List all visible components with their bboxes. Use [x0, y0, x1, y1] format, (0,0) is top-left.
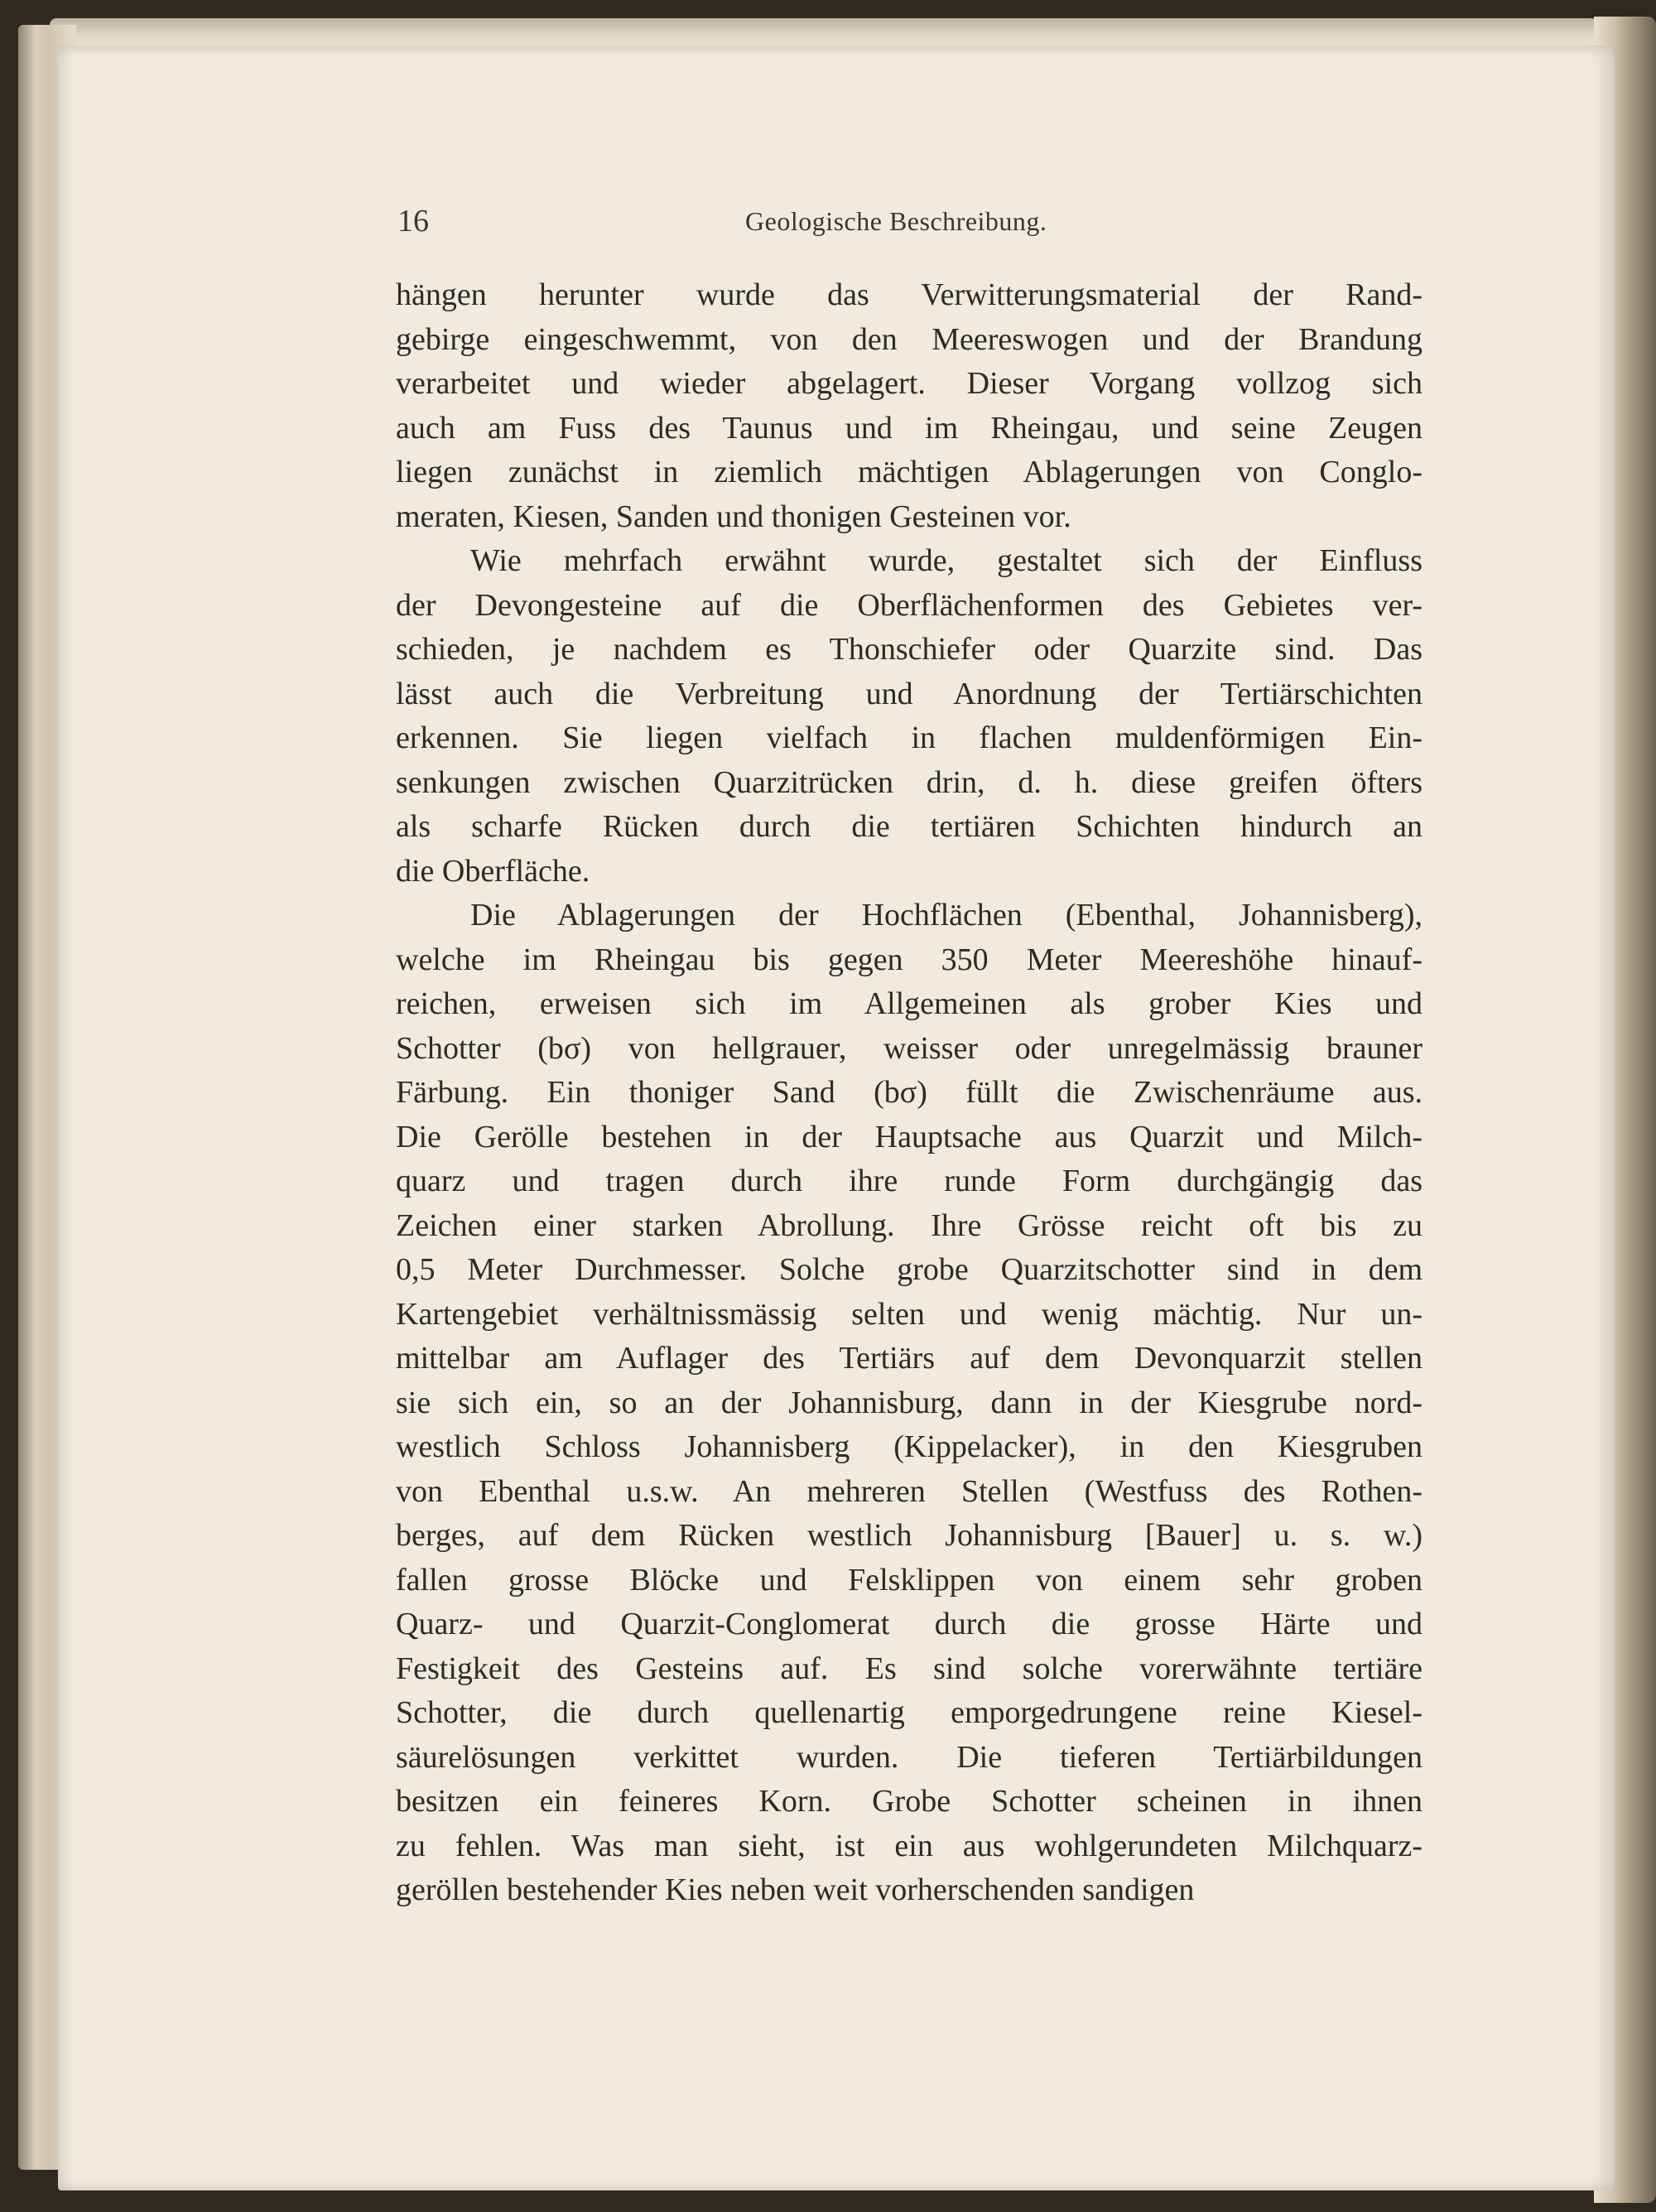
- body-text: [396, 273, 1423, 1913]
- text-line: welche im Rheingau bis gegen 350 Meter Meereshöhe hinauf-: [396, 942, 1423, 977]
- paragraph: [396, 273, 1423, 539]
- text-line: Quarz- und Quarzit-Conglomerat durch die grosse Härte und: [396, 1607, 1423, 1641]
- running-title: Geologische Beschreibung.: [745, 206, 1047, 236]
- text-line: hängen herunter wurde das Verwitterungsmaterial der Rand-: [396, 277, 1423, 312]
- text-line: Schotter, die durch quellenartig emporgedrungene reine Kiesel-: [396, 1695, 1423, 1730]
- text-line: Zeichen einer starken Abrollung. Ihre Grösse reicht oft bis zu: [396, 1207, 1423, 1243]
- text-line: Färbung. Ein thoniger Sand (bσ) füllt die Zwischenräume aus.: [396, 1075, 1423, 1110]
- text-line: geröllen bestehender Kies neben weit vorherschenden sandigen: [396, 1872, 1195, 1907]
- text-line: liegen zunächst in ziemlich mächtigen Ablagerungen von Conglo-: [396, 455, 1423, 489]
- text-line: reichen, erweisen sich im Allgemeinen als grober Kies und: [396, 986, 1423, 1021]
- text-line: meraten, Kiesen, Sanden und thonigen Gesteinen vor.: [396, 499, 1071, 534]
- text-line: sie sich ein, so an der Johannisburg, dann in der Kiesgrube nord-: [396, 1385, 1423, 1420]
- text-line: quarz und tragen durch ihre runde Form durchgängig das: [396, 1164, 1423, 1198]
- text-line: die Oberfläche.: [396, 853, 590, 889]
- text-line: besitzen ein feineres Korn. Grobe Schotter scheinen in ihnen: [396, 1784, 1423, 1819]
- paragraph: [396, 539, 1423, 894]
- text-line: berges, auf dem Rücken westlich Johannisburg [Bauer] u. s. w.): [396, 1518, 1423, 1553]
- page-number: 16: [397, 204, 429, 239]
- text-line: Die Ablagerungen der Hochflächen (Ebenthal, Johannisberg),: [470, 898, 1423, 933]
- text-line: säurelösungen verkittet wurden. Die tieferen Tertiärbildungen: [396, 1739, 1423, 1775]
- text-line: fallen grosse Blöcke und Felsklippen von einem sehr groben: [396, 1562, 1423, 1598]
- text-line: verarbeitet und wieder abgelagert. Dieser Vorgang vollzog sich: [396, 366, 1423, 401]
- text-line: der Devongesteine auf die Oberflächenformen des Gebietes ver-: [396, 587, 1423, 623]
- text-line: auch am Fuss des Taunus und im Rheingau, und seine Zeugen: [396, 410, 1423, 446]
- text-line: Wie mehrfach erwähnt wurde, gestaltet sich der Einfluss: [470, 543, 1423, 578]
- text-line: gebirge eingeschwemmt, von den Meereswogen und der Brandung: [396, 321, 1423, 357]
- paragraph: [396, 894, 1423, 1913]
- text-line: Die Gerölle bestehen in der Hauptsache aus Quarzit und Milch-: [396, 1119, 1423, 1154]
- page-header: [397, 203, 1424, 244]
- text-line: schieden, je nachdem es Thonschiefer oder Quarzite sind. Das: [396, 632, 1423, 667]
- text-line: als scharfe Rücken durch die tertiären Schichten hindurch an: [396, 809, 1423, 844]
- text-line: lässt auch die Verbreitung und Anordnung der Tertiärschichten: [396, 676, 1423, 711]
- text-line: 0,5 Meter Durchmesser. Solche grobe Quarzitschotter sind in dem: [396, 1252, 1423, 1287]
- text-line: von Ebenthal u.s.w. An mehreren Stellen (Westfuss des Rothen-: [396, 1473, 1423, 1509]
- text-line: westlich Schloss Johannisberg (Kippelacker), in den Kiesgruben: [396, 1429, 1423, 1464]
- text-line: Schotter (bσ) von hellgrauer, weisser oder unregelmässig brauner: [396, 1030, 1423, 1066]
- text-line: mittelbar am Auflager des Tertiärs auf dem Devonquarzit stellen: [396, 1341, 1423, 1376]
- text-line: zu fehlen. Was man sieht, ist ein aus wohlgerundeten Milchquarz-: [396, 1828, 1423, 1863]
- text-line: Kartengebiet verhältnissmässig selten und wenig mächtig. Nur un-: [396, 1296, 1423, 1332]
- text-line: erkennen. Sie liegen vielfach in flachen muldenförmigen Ein-: [396, 720, 1423, 755]
- text-line: senkungen zwischen Quarzitrücken drin, d. h. diese greifen öfters: [396, 764, 1423, 800]
- text-line: Festigkeit des Gesteins auf. Es sind solche vorerwähnte tertiäre: [396, 1651, 1423, 1686]
